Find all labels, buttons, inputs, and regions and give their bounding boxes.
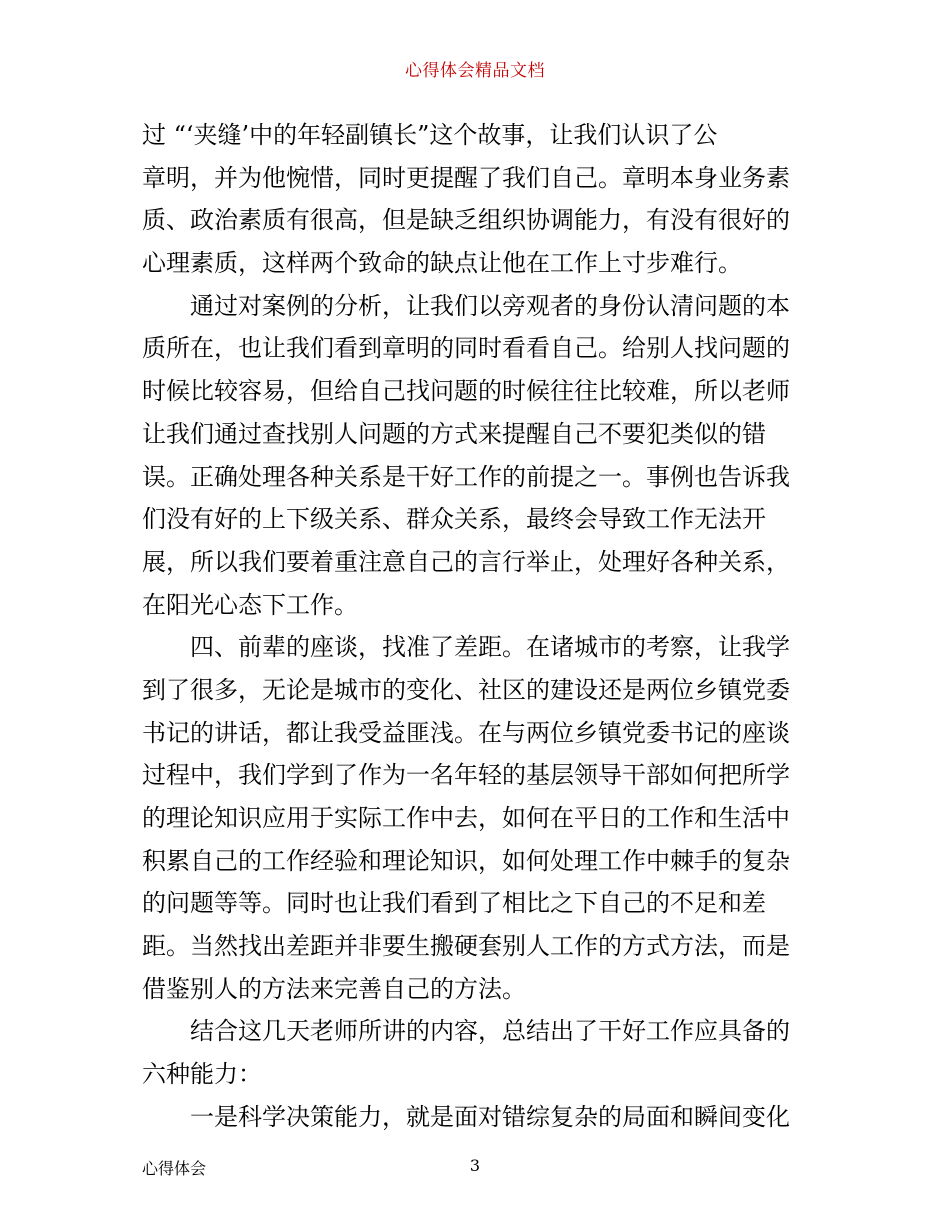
body-line: 章明，并为他惋惜，同时更提醒了我们自己。章明本身业务素 xyxy=(142,163,790,192)
body-line: 展，所以我们要着重注意自己的言行举止，处理好各种关系， xyxy=(142,547,790,576)
paragraph-first-line: 四、前辈的座谈，找准了差距。在诸城市的考察，让我学 xyxy=(190,633,790,662)
body-line: 距。当然找出差距并非要生搬硬套别人工作的方式方法，而是 xyxy=(142,932,790,961)
body-line: 过程中，我们学到了作为一名年轻的基层领导干部如何把所学 xyxy=(142,761,790,790)
body-line: 误。正确处理各种关系是干好工作的前提之一。事例也告诉我 xyxy=(142,462,790,491)
paragraph-first-line: 通过对案例的分析，让我们以旁观者的身份认清问题的本 xyxy=(190,291,790,320)
body-line: 时候比较容易，但给自己找问题的时候往往比较难，所以老师 xyxy=(142,377,790,406)
body-line: 的问题等等。同时也让我们看到了相比之下自己的不足和差 xyxy=(142,889,766,918)
document-header-title: 心得体会精品文档 xyxy=(405,61,545,81)
page-number: 3 xyxy=(469,1156,481,1175)
body-line: 的理论知识应用于实际工作中去，如何在平日的工作和生活中 xyxy=(142,804,790,832)
body-line: 借鉴别人的方法来完善自己的方法。 xyxy=(142,974,526,1003)
body-line: 在阳光心态下工作。 xyxy=(142,590,358,619)
body-line: 六种能力： xyxy=(142,1060,262,1089)
body-line: 书记的讲话，都让我受益匪浅。在与两位乡镇党委书记的座谈 xyxy=(142,718,790,747)
body-line: 积累自己的工作经验和理论知识，如何处理工作中棘手的复杂 xyxy=(142,846,790,875)
paragraph-first-line: 结合这几天老师所讲的内容，总结出了干好工作应具备的 xyxy=(190,1017,790,1046)
body-line: 让我们通过查找别人问题的方式来提醒自己不要犯类似的错 xyxy=(142,419,766,448)
body-line: 质、政治素质有很高，但是缺乏组织协调能力，有没有很好的 xyxy=(142,206,790,235)
footer-label: 心得体会 xyxy=(142,1159,207,1178)
body-line: 到了很多，无论是城市的变化、社区的建设还是两位乡镇党委 xyxy=(142,675,790,704)
body-line: 过 “‘夹缝’中的年轻副镇长”这个故事，让我们认识了公 xyxy=(142,121,718,149)
body-line: 心理素质，这样两个致命的缺点让他在工作上寸步难行。 xyxy=(142,249,742,278)
body-line: 们没有好的上下级关系、群众关系，最终会导致工作无法开 xyxy=(142,505,766,534)
paragraph-first-line: 一是科学决策能力，就是面对错综复杂的局面和瞬间变化 xyxy=(190,1102,790,1131)
document-body xyxy=(142,114,814,1139)
body-line: 质所在，也让我们看到章明的同时看看自己。给别人找问题的 xyxy=(142,334,790,363)
